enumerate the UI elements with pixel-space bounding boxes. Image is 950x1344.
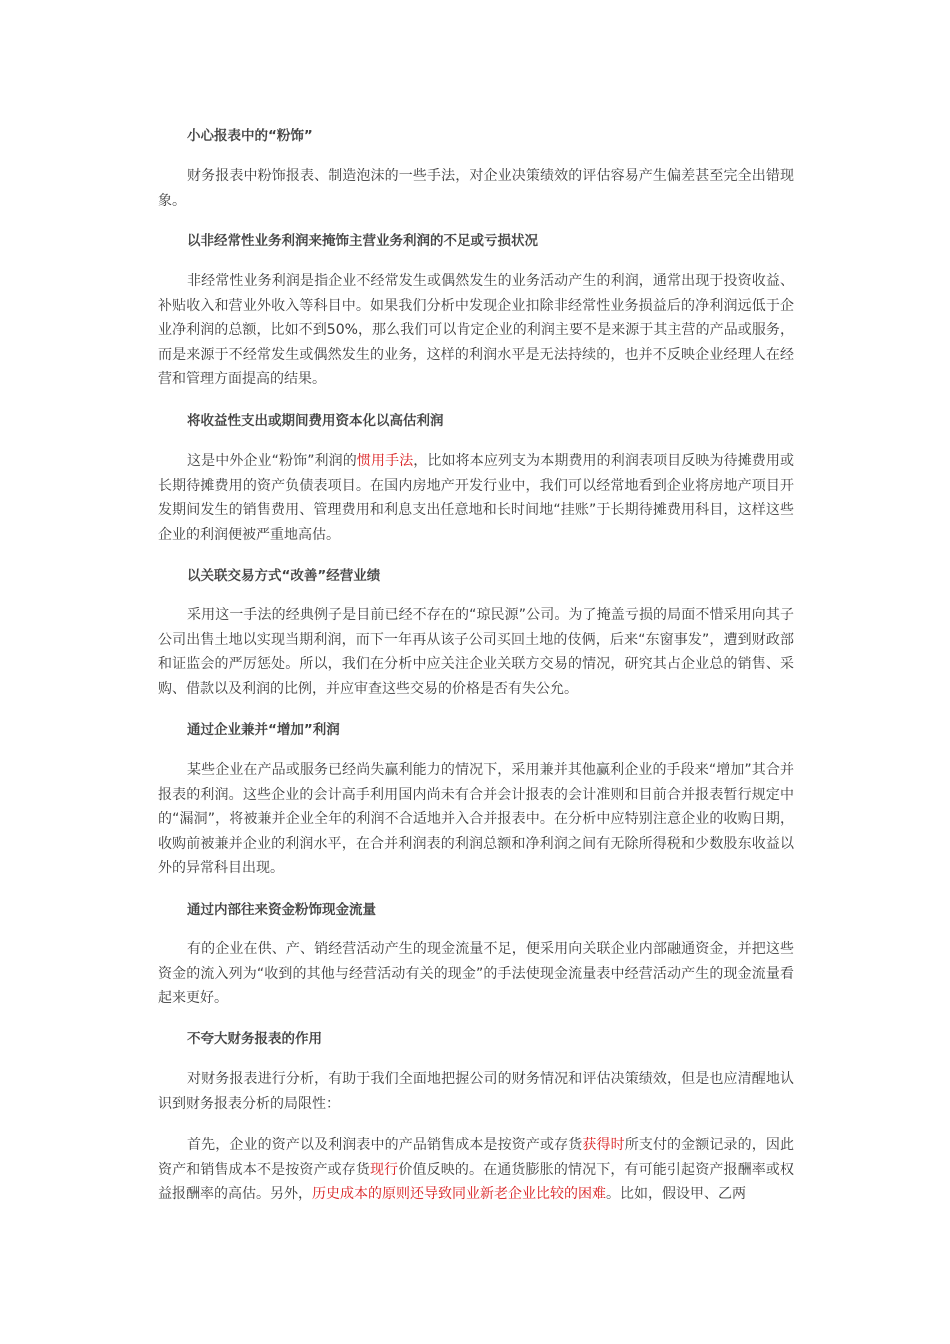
paragraph-text: ，比如将本应列支为本期费用的利润表项目反映为待摊费用或长期待摊费用的资产负债表项目。在国内房地产开发行业中，我们可以经常地看到企业将房地产项目开发期间发生的销售费用、管理费用和利息支出任意地和长时间地“挂账”于长期待摊费用科目，这样这些企业的利润便被严重地高估。: [158, 453, 795, 543]
section-heading: 小心报表中的“粉饰”: [187, 128, 313, 144]
paragraph-text: 价值反映的。在通货膨胀的情况下，有可能引起资产报酬率或权益报酬率的高估。另外，: [158, 1161, 795, 1203]
section-heading: 通过企业兼并“增加”利润: [187, 722, 340, 738]
section-heading: 以非经常性业务利润来掩饰主营业务利润的不足或亏损状况: [187, 233, 538, 249]
paragraph: 非经常性业务利润是指企业不经常发生或偶然发生的业务活动产生的利润，通常出现于投资收益、补贴收入和营业外收入等科目中。如果我们分析中发现企业扣除非经常性业务损益后的净利润远低于企业净利润的总额，比如不到50%，那么我们可以肯定企业的利润主要不是来源于其主营的产品或服务，而是来源于不经常发生或偶然发生的业务，这样的利润水平是无法持续的，也并不反映企业经理人在经营和管理方面提高的结果。: [158, 273, 794, 388]
section-heading: 通过内部往来资金粉饰现金流量: [187, 902, 376, 918]
paragraph: 某些企业在产品或服务已经尚失赢利能力的情况下，采用兼并其他赢利企业的手段来“增加”其合并报表的利润。这些企业的会计高手利用国内尚未有合并会计报表的会计准则和目前合并报表暂行规定中的“漏洞”，将被兼并企业全年的利润不合适地并入合并报表中。在分析中应特别注意企业的收购日期，收购前被兼并企业的利润水平，在合并利润表的利润总额和净利润之间有无除所得税和少数股东收益以外的异常科目出现。: [158, 762, 794, 877]
highlight-text: 获得时: [582, 1137, 625, 1153]
paragraph-text: 。比如，假设甲、乙两: [606, 1186, 746, 1203]
paragraph-text: 所支付的金额记录的，因此资产和销售成本不是按资产或存货: [158, 1137, 795, 1178]
highlight-text: 历史成本的原则还导致同业新老企业比较的困难: [312, 1186, 606, 1203]
paragraph: 财务报表中粉饰报表、制造泡沫的一些手法，对企业决策绩效的评估容易产生偏差甚至完全出错现象。: [158, 168, 794, 209]
section-heading: 将收益性支出或期间费用资本化以高估利润: [187, 413, 444, 429]
paragraph: 采用这一手法的经典例子是目前已经不存在的“琼民源”公司。为了掩盖亏损的局面不惜采用向其子公司出售土地以实现当期利润，而下一年再从该子公司买回土地的伎俩，后来“东窗事发”，遭到财政部和证监会的严厉惩处。所以，我们在分析中应关注企业关联方交易的情况，研究其占企业总的销售、采购、借款以及利润的比例，并应审查这些交易的价格是否有失公允。: [158, 607, 794, 697]
section-heading: 不夸大财务报表的作用: [187, 1031, 322, 1047]
paragraph-text: 这是中外企业“粉饰”利润的: [187, 453, 357, 469]
paragraph-text: 首先，企业的资产以及利润表中的产品销售成本是按资产或存货: [187, 1137, 583, 1153]
highlight-text: 惯用手法: [356, 453, 414, 469]
paragraph: 有的企业在供、产、销经营活动产生的现金流量不足，便采用向关联企业内部融通资金，并把这些资金的流入列为“收到的其他与经营活动有关的现金”的手法使现金流量表中经营活动产生的现金流量看起来更好。: [158, 941, 794, 1007]
paragraph: [158, 1133, 794, 1207]
paragraph: 对财务报表进行分析，有助于我们全面地把握公司的财务情况和评估决策绩效，但是也应清醒地认识到财务报表分析的局限性：: [158, 1071, 794, 1112]
section-heading: 以关联交易方式“改善”经营业绩: [187, 568, 381, 584]
highlight-text: 现行: [370, 1161, 399, 1178]
paragraph: [158, 449, 794, 547]
